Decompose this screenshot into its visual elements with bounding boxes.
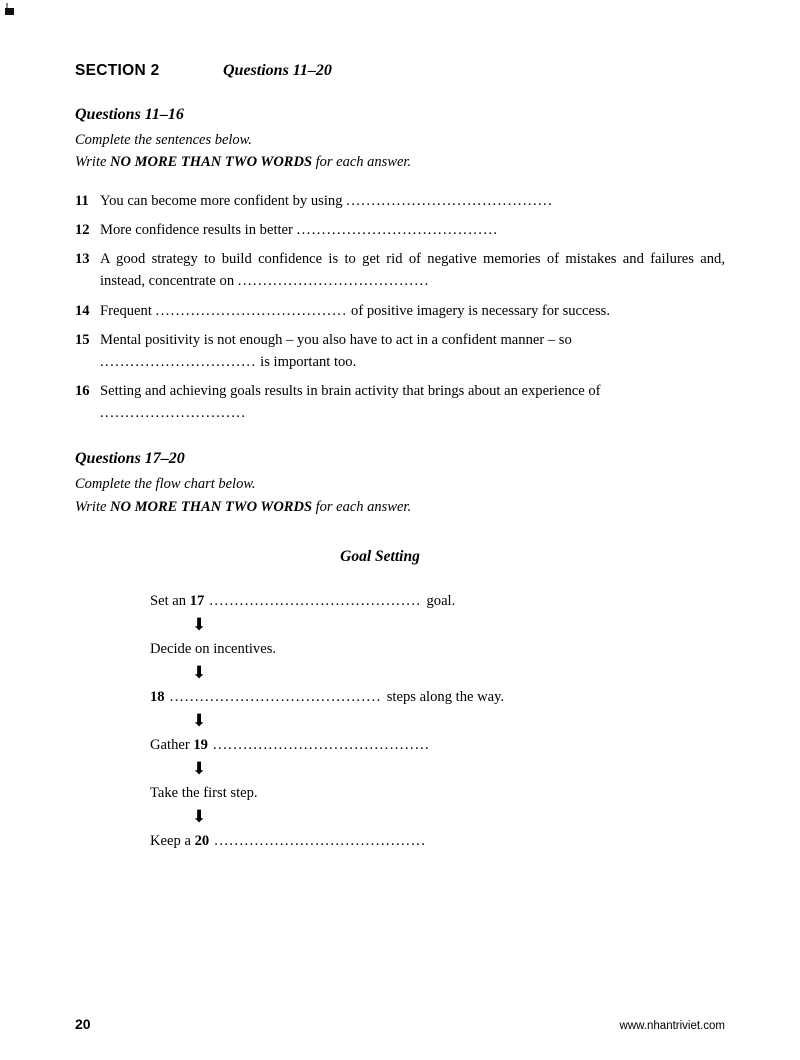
word-limit-emphasis: NO MORE THAN TWO WORDS (110, 498, 313, 515)
questions-11-16-word-limit (75, 151, 725, 173)
flow-step-text-before: Take the first step. (150, 785, 258, 802)
flow-chart (75, 548, 725, 851)
flow-step-text-after: steps along the way. (386, 689, 505, 706)
section-title: SECTION 2 (75, 62, 160, 79)
page-footer (75, 1016, 725, 1032)
question-item-15 (75, 329, 725, 373)
flow-step-text-before: Decide on incentives. (150, 641, 277, 658)
answer-blank[interactable]: ........................................ (346, 192, 549, 209)
flow-step-text-after: goal. (426, 593, 456, 610)
question-item-11 (75, 190, 725, 212)
question-number: 12 (75, 222, 90, 239)
question-text (100, 329, 725, 373)
word-limit-emphasis: NO MORE THAN TWO WORDS (110, 154, 313, 171)
question-text-after: of positive imagery is necessary for success. (347, 302, 610, 319)
word-limit-prefix: Write (75, 154, 111, 171)
flow-step-20 (150, 832, 725, 851)
down-arrow-icon: ⬇ (192, 615, 207, 636)
question-item-16 (75, 380, 725, 424)
question-text-before: You can become more confident by using (100, 192, 347, 209)
question-text-before: Setting and achieving goals results in brain activity that brings about an experience of (100, 383, 601, 400)
flow-chart-title: Goal Setting (340, 548, 420, 566)
answer-blank[interactable]: ......................................... (209, 833, 422, 850)
down-arrow-icon: ⬇ (192, 711, 207, 732)
question-text (100, 190, 725, 212)
flow-step-number: 17 (189, 593, 205, 610)
word-limit-suffix: for each answer. (312, 154, 412, 171)
answer-blank[interactable]: ...................................... (237, 273, 430, 290)
answer-blank[interactable]: ............................ (100, 405, 242, 422)
down-arrow-icon: ⬇ (192, 807, 207, 828)
flow-chart-steps (150, 592, 725, 851)
flow-step-18 (150, 688, 725, 707)
flow-step-number: 19 (193, 737, 208, 754)
question-item-14 (75, 300, 725, 322)
question-text-before: Frequent (100, 302, 156, 319)
flow-step-incentives (150, 640, 725, 659)
flow-step-text-before: Gather (150, 737, 194, 754)
down-arrow-icon: ⬇ (192, 759, 207, 780)
flow-step-text-before: Set an (150, 593, 190, 610)
down-arrow-icon: ⬇ (192, 663, 207, 684)
section-header (75, 62, 725, 80)
questions-11-16-heading: Questions 11–16 (75, 106, 184, 123)
flow-step-number: 18 (150, 689, 165, 706)
question-text (100, 380, 725, 424)
flow-step-text-before: Keep a (150, 833, 195, 850)
page-number: 20 (75, 1016, 91, 1032)
question-text (100, 300, 725, 322)
question-item-13 (75, 248, 725, 292)
flow-step-text-after: . (425, 737, 429, 754)
question-text-after: is important too. (256, 353, 357, 370)
questions-11-16-task: Complete the sentences below. (75, 132, 252, 148)
question-text-before: A good strategy to build confidence is to get rid of negative memories of mistakes and failures and, instead, concentrate on (100, 251, 725, 290)
flow-step-17 (150, 592, 725, 611)
scan-artifact-mark (5, 8, 14, 15)
word-limit-suffix: for each answer. (312, 498, 412, 515)
question-number: 15 (75, 331, 90, 348)
answer-blank[interactable]: .......................................... (207, 737, 426, 754)
question-number: 16 (75, 383, 90, 400)
flow-step-first-step (150, 784, 725, 803)
question-list-11-16 (75, 190, 725, 425)
question-text-before: More confidence results in better (100, 222, 297, 239)
questions-17-20-heading: Questions 17–20 (75, 450, 185, 468)
answer-blank[interactable]: .......................................... (164, 689, 387, 706)
question-number: 14 (75, 302, 90, 319)
question-number: 13 (75, 251, 90, 268)
flow-step-19 (150, 736, 725, 755)
question-text (100, 248, 725, 292)
question-number: 11 (75, 192, 89, 209)
questions-11-16-instructions (75, 106, 725, 174)
answer-blank[interactable]: .......................................... (204, 593, 427, 610)
section-question-range: Questions 11–20 (223, 62, 332, 79)
question-text-after: . (241, 405, 246, 422)
answer-blank[interactable]: ........................................ (296, 222, 499, 239)
question-text (100, 219, 725, 241)
flow-step-number: 20 (194, 833, 210, 850)
website-url: www.nhantriviet.com (619, 1020, 725, 1032)
word-limit-prefix: Write (75, 498, 111, 515)
question-item-12 (75, 219, 725, 241)
answer-blank[interactable]: ...................................... (155, 302, 348, 319)
question-text-after: . (548, 192, 552, 209)
flow-step-text-after: . (421, 833, 425, 850)
questions-17-20-instructions (75, 450, 725, 518)
answer-blank[interactable]: ............................... (100, 353, 257, 370)
page-content (75, 62, 725, 851)
questions-17-20-task: Complete the flow chart below. (75, 476, 256, 493)
question-text-before: Mental positivity is not enough – you also have to act in a confident manner – so (100, 331, 572, 348)
questions-17-20-word-limit (75, 496, 725, 518)
